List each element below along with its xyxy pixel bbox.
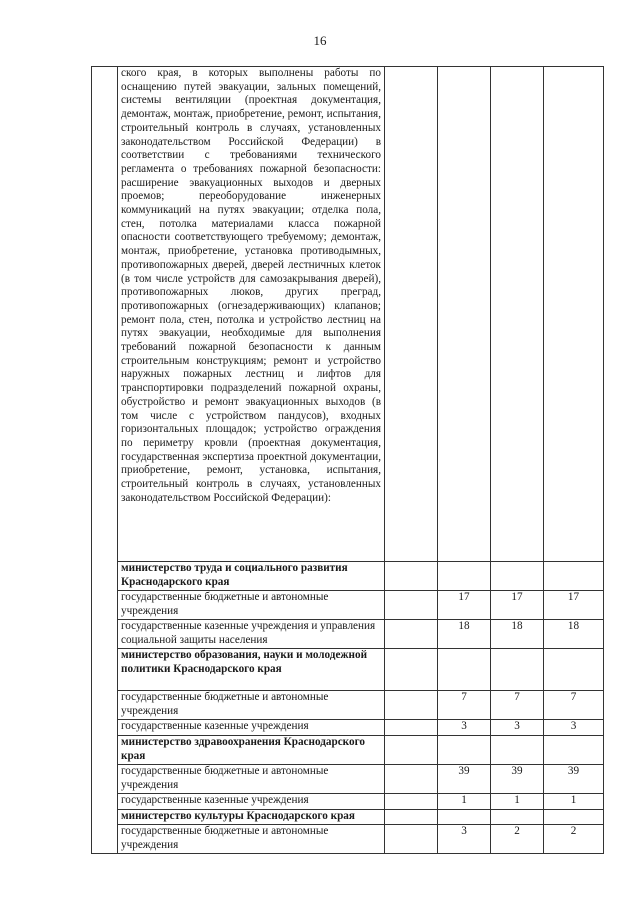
table-row <box>92 765 604 794</box>
ministry-row <box>92 649 604 691</box>
institution-label: государственные казенные учреждения <box>118 794 385 810</box>
table-row <box>92 794 604 810</box>
measure-description: ского края, в которых выполнены работы по оснащению путей эвакуации, зальных помещений, системы вентиляции (проектная документация, демонтаж, монтаж, приобретение, ремонт, испытания, строительный контроль в случаях, установленных законодательством Российской Федерации) в соответствии с требованиями технического регламента о требованиях пожарной безопасности: расширение эвакуационных выходов и дверных проемов; переоборудование инженерных коммуникаций на путях эвакуации; отделка пола, стен, потолка материалами класса пожарной опасности соответствующего требуемому; демонтаж, монтаж, приобретение, установка противодымных, противопожарных дверей, дверей лестничных клеток (в том числе устройств для самозакрывания дверей), противопожарных люков, других преград, противопожарных (огнезадерживающих) клапанов; ремонт пола, стен, потолка и устройство лестниц на путях эвакуации, необходимые для выполнения требований пожарной безопасности к данным строительным конструкциям; ремонт и устройство наружных пожарных лестниц и лифтов для транспортировки подразделений пожарной охраны, обустройство и ремонт эвакуационных выходов (в том числе с устройством пандусов), входных горизонтальных площадок; устройство ограждения по периметру кровли (проектная документация, государственная экспертиза проектной документации, приобретение, ремонт, установка, испытания, строительный контроль в случаях, установленных законодательством Российской Федерации): <box>118 67 385 562</box>
table-row <box>92 691 604 720</box>
empty-cell <box>385 649 438 691</box>
institution-label: государственные казенные учреждения и управления социальной защиты населения <box>118 620 385 649</box>
value-cell: 39 <box>544 765 604 794</box>
empty-cell <box>385 765 438 794</box>
institution-label: государственные бюджетные и автономные учреждения <box>118 591 385 620</box>
value-cell: 18 <box>491 620 544 649</box>
value-cell: 1 <box>491 794 544 810</box>
empty-cell <box>385 620 438 649</box>
ministry-label: министерство образования, науки и молодежной политики Краснодарского края <box>118 649 385 691</box>
value-cell: 2 <box>544 825 604 854</box>
empty-cell <box>385 691 438 720</box>
value-cell: 17 <box>491 591 544 620</box>
empty-cell <box>438 810 491 825</box>
value-cell: 18 <box>544 620 604 649</box>
description-row <box>92 67 604 562</box>
value-cell: 17 <box>438 591 491 620</box>
empty-cell <box>438 562 491 591</box>
value-cell: 7 <box>491 691 544 720</box>
ministry-row <box>92 562 604 591</box>
empty-cell <box>438 649 491 691</box>
row-number-cell <box>92 67 118 854</box>
institution-label: государственные бюджетные и автономные учреждения <box>118 825 385 854</box>
value-cell: 3 <box>491 720 544 736</box>
empty-cell <box>491 736 544 765</box>
value-cell: 39 <box>491 765 544 794</box>
value-cell: 39 <box>438 765 491 794</box>
value-cell: 3 <box>438 720 491 736</box>
value-cell: 3 <box>544 720 604 736</box>
empty-cell <box>438 736 491 765</box>
indicator-table <box>91 66 604 854</box>
empty-cell <box>385 736 438 765</box>
value-cell: 1 <box>544 794 604 810</box>
value-cell: 7 <box>544 691 604 720</box>
value-cell: 7 <box>438 691 491 720</box>
empty-cell <box>491 562 544 591</box>
empty-cell <box>385 720 438 736</box>
empty-cell <box>491 810 544 825</box>
empty-cell <box>491 649 544 691</box>
empty-cell <box>491 67 544 562</box>
ministry-label: министерство здравоохранения Краснодарского края <box>118 736 385 765</box>
value-cell: 17 <box>544 591 604 620</box>
value-cell: 18 <box>438 620 491 649</box>
ministry-row <box>92 810 604 825</box>
empty-cell <box>385 67 438 562</box>
empty-cell <box>544 562 604 591</box>
value-cell: 2 <box>491 825 544 854</box>
table-row <box>92 720 604 736</box>
empty-cell <box>385 825 438 854</box>
empty-cell <box>385 591 438 620</box>
ministry-row <box>92 736 604 765</box>
ministry-label: министерство труда и социального развития Краснодарского края <box>118 562 385 591</box>
value-cell: 3 <box>438 825 491 854</box>
empty-cell <box>438 67 491 562</box>
ministry-label: министерство культуры Краснодарского края <box>118 810 385 825</box>
empty-cell <box>544 67 604 562</box>
value-cell: 1 <box>438 794 491 810</box>
empty-cell <box>544 736 604 765</box>
institution-label: государственные бюджетные и автономные учреждения <box>118 691 385 720</box>
table-row <box>92 825 604 854</box>
empty-cell <box>385 794 438 810</box>
institution-label: государственные казенные учреждения <box>118 720 385 736</box>
empty-cell <box>385 810 438 825</box>
empty-cell <box>544 810 604 825</box>
institution-label: государственные бюджетные и автономные учреждения <box>118 765 385 794</box>
page-number: 16 <box>313 33 327 48</box>
empty-cell <box>385 562 438 591</box>
table-row <box>92 620 604 649</box>
table-row <box>92 591 604 620</box>
empty-cell <box>544 649 604 691</box>
